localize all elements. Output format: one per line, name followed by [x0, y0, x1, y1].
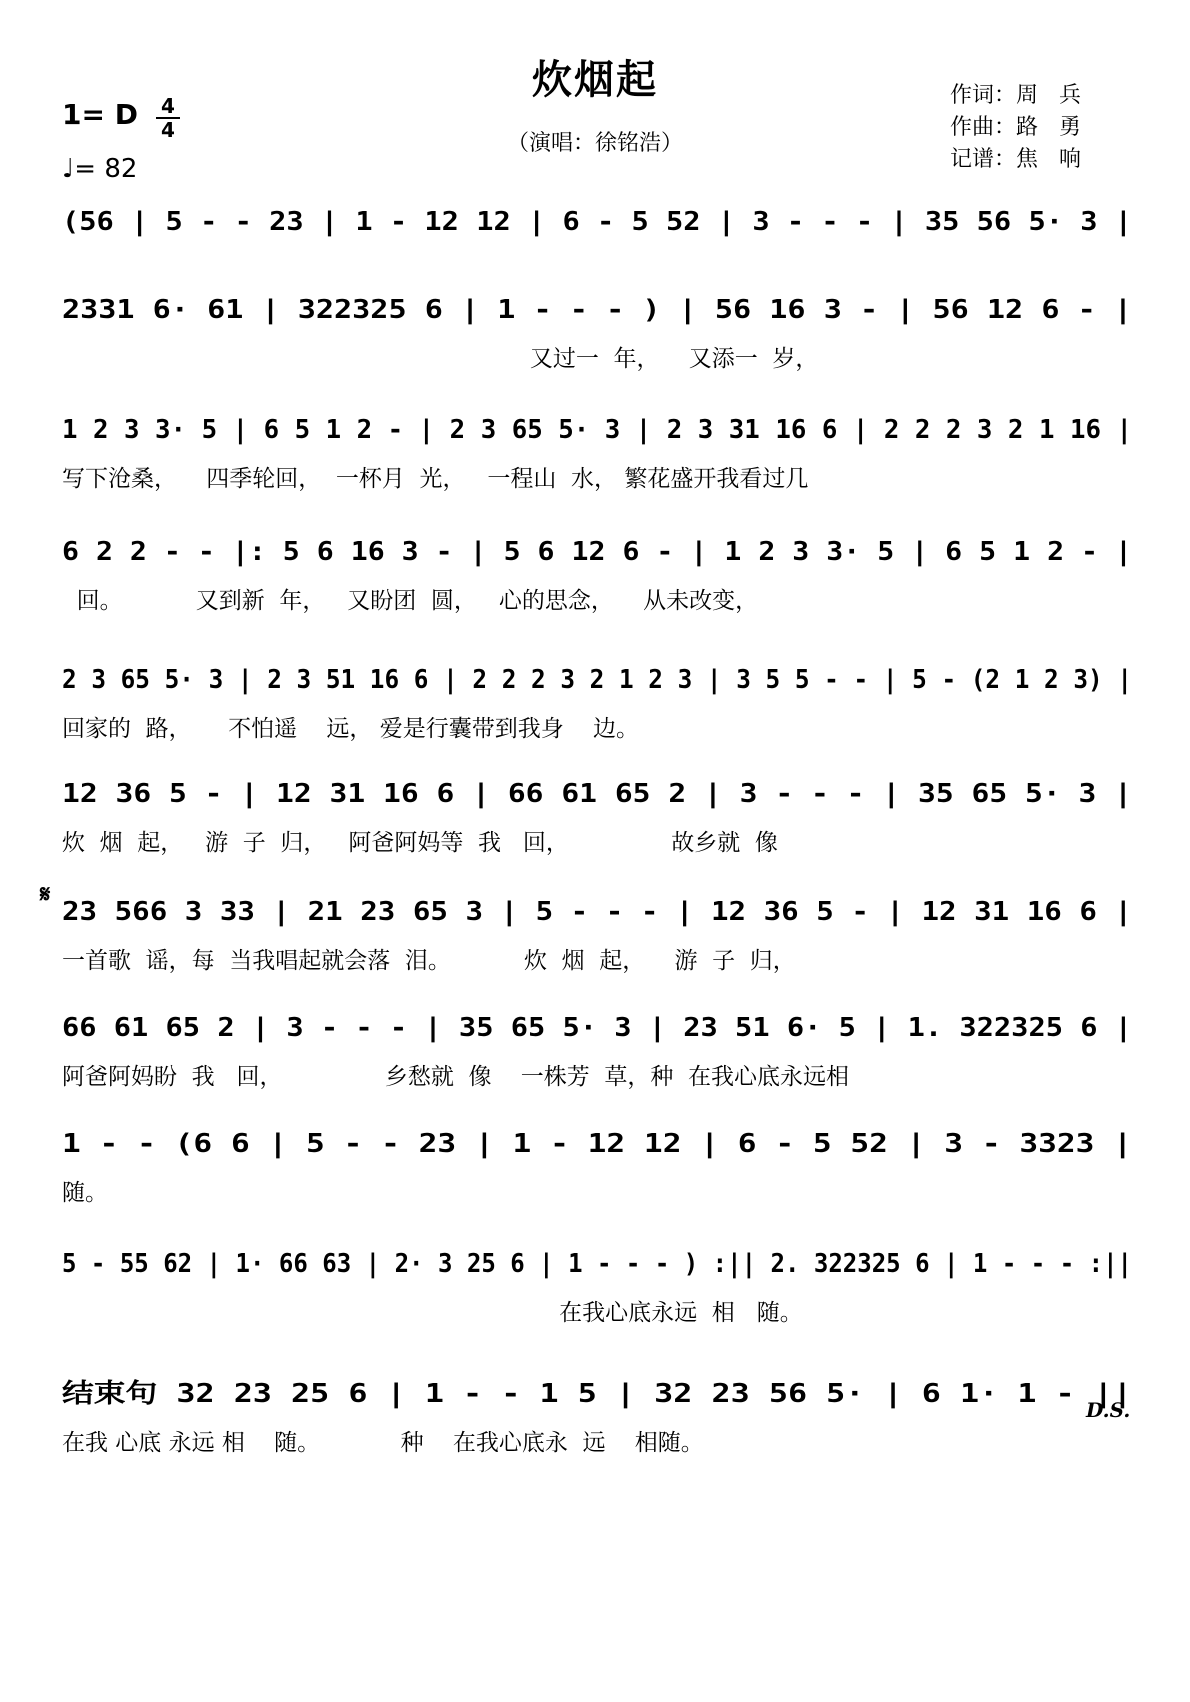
key-signature: 1= D [62, 98, 138, 131]
lyric-line: 阿爸阿妈盼 我 回， 乡愁就 像 一株芳 草，种 在我心底永远相 [62, 1064, 850, 1090]
note-line [62, 880, 1142, 940]
note-svg [62, 1232, 1142, 1292]
score-row [62, 1362, 1142, 1492]
note-line [62, 1362, 1142, 1422]
note-line [62, 278, 1142, 338]
note-text: 2 3 65 5· 3 | 2 3 51 16 6 | 2 2 2 3 2 1 2 3 | 3 5 5 - - | 5 - (2 1 2 3) | [62, 665, 1132, 695]
note-svg [62, 1112, 1142, 1172]
score-row [62, 880, 1142, 1010]
note-text: (56 | 5 - - 23 | 1 - 12 12 | 6 - 5 52 | 3 - - - | 35 56 5· 3 | [62, 207, 1132, 237]
time-top: 4 [161, 94, 175, 118]
score-row [62, 762, 1142, 892]
score-row [62, 996, 1142, 1126]
note-line [62, 1112, 1142, 1172]
note-svg [62, 520, 1142, 580]
score-row [62, 278, 1142, 408]
tempo-marking: ♩= 82 [62, 154, 138, 184]
note-text: 1 2 3 3· 5 | 6 5 1 2 - | 2 3 65 5· 3 | 2 3 31 16 6 | 2 2 2 3 2 1 16 | [62, 415, 1132, 445]
composer: 作曲：路 勇 [950, 115, 1081, 140]
song-title: 炊烟起 [532, 57, 658, 103]
lyric-line: 写下沧桑， 四季轮回， 一杯月 光， 一程山 水， 繁花盛开我看过几 [62, 466, 809, 492]
lyric-line: 一首歌 谣，每 当我唱起就会落 泪。 炊 烟 起， 游 子 归， [62, 948, 796, 974]
note-line [62, 190, 1142, 250]
note-svg [62, 1362, 1142, 1422]
time-signature [156, 96, 180, 140]
note-line [62, 1232, 1142, 1292]
note-line [62, 520, 1142, 580]
note-svg [62, 398, 1142, 458]
note-text: 结束句 32 23 25 6 | 1 - - 1 5 | 32 23 56 5· | 6 1· 1 - || [62, 1379, 939, 1409]
note-text: 1 - - (6 6 | 5 - - 23 | 1 - 12 12 | 6 - 5 52 | 3 - 3323 | [62, 1129, 1132, 1159]
note-svg [62, 278, 1142, 338]
segno-mark: 𝄋 [40, 880, 51, 908]
score-row [62, 398, 1142, 528]
lyricist: 作词：周 兵 [950, 83, 1081, 108]
score-row [62, 520, 1142, 650]
note-text: 6 2 2 - - |: 5 6 16 3 - | 5 6 12 6 - | 1 2 3 3· 5 | 6 5 1 2 - | [62, 537, 1132, 567]
lyric-line: 回。 又到新 年， 又盼团 圆， 心的思念， 从未改变， [62, 588, 759, 614]
note-line [62, 996, 1142, 1056]
note-text: 66 61 65 2 | 3 - - - | 35 65 5· 3 | 23 51 6· 5 | 1. 322325 6 | [62, 1013, 1132, 1043]
note-svg [62, 880, 1142, 940]
ds-mark: D.S. [1086, 1398, 1131, 1422]
note-svg [62, 996, 1142, 1056]
lyric-line: 炊 烟 起， 游 子 归， 阿爸阿妈等 我 回， 故乡就 像 [62, 830, 778, 856]
score-row [62, 1232, 1142, 1362]
lyric-line: 回家的 路， 不怕遥 远， 爱是行囊带到我身 边。 [62, 716, 639, 742]
note-svg [62, 190, 1142, 250]
transcriber: 记谱：焦 响 [950, 147, 1081, 172]
score-row [62, 1112, 1142, 1242]
time-bottom: 4 [161, 118, 175, 142]
credits [950, 80, 1081, 176]
note-line [62, 648, 1142, 708]
score-row [62, 648, 1142, 778]
lyric-line: 在我 心底 永远 相 随。 种 在我心底永 远 相随。 [62, 1430, 704, 1456]
lyric-line: 随。 [62, 1180, 108, 1206]
lyric-line: 又过一 年， 又添一 岁， [62, 346, 819, 372]
note-svg [62, 648, 1142, 708]
note-text: 23 566 3 33 | 21 23 65 3 | 5 - - - | 12 36 5 - | 12 31 16 6 | [62, 897, 1132, 927]
note-svg [62, 762, 1142, 822]
note-line [62, 762, 1142, 822]
note-line [62, 398, 1142, 458]
singer-line: （演唱：徐铭浩） [506, 131, 683, 156]
note-text: 2331 6· 61 | 322325 6 | 1 - - - ) | 56 16 3 - | 56 12 6 - | [62, 295, 1132, 325]
note-text: 12 36 5 - | 12 31 16 6 | 66 61 65 2 | 3 - - - | 35 65 5· 3 | [62, 779, 1132, 809]
lyric-line: 在我心底永远 相 随。 [62, 1300, 803, 1326]
note-text: 5 - 55 62 | 1· 66 63 | 2· 3 25 6 | 1 - - - ) :|| 2. 322325 6 | 1 - - - :|| [62, 1249, 1132, 1279]
